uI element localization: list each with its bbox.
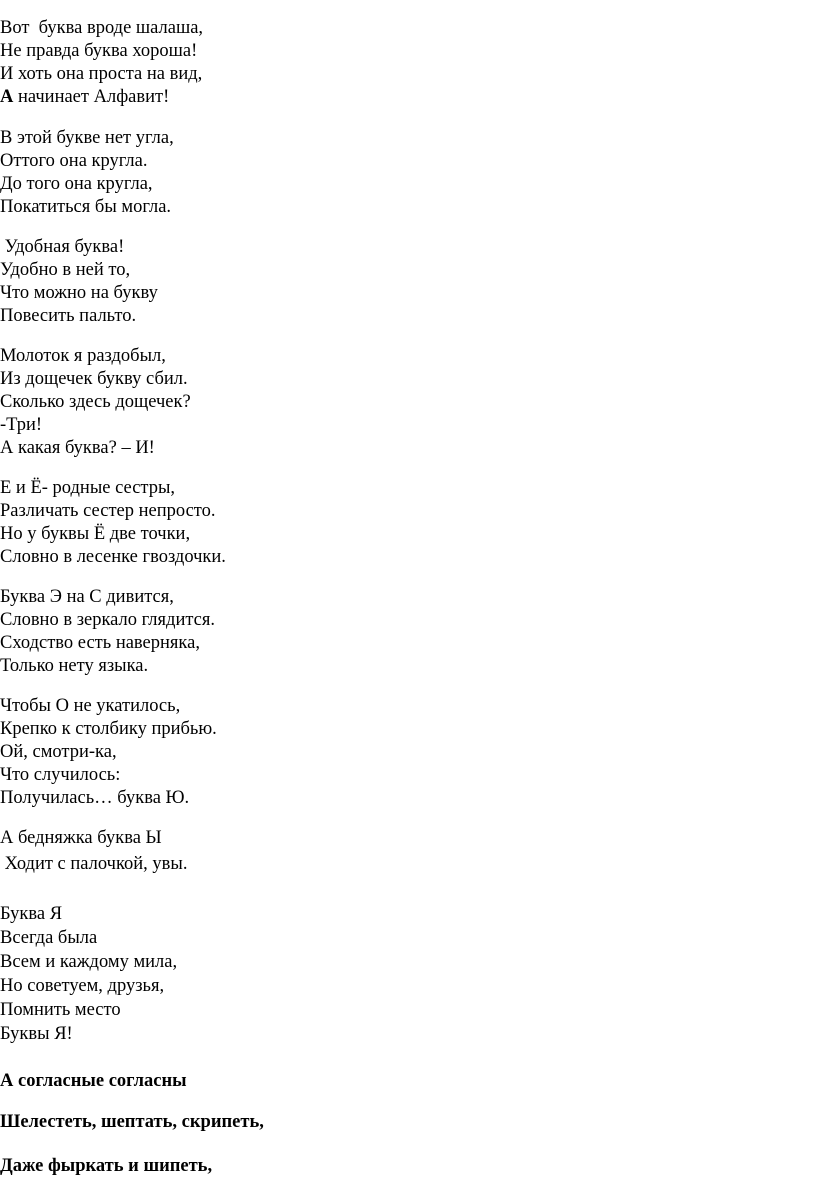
poem-line: И хоть она проста на вид, (0, 64, 203, 84)
poem-line: Из дощечек букву сбил. (0, 369, 188, 389)
poem-line: Молоток я раздобыл, (0, 346, 166, 366)
poem-line: Только нету языка. (0, 656, 149, 676)
poem-line (0, 86, 169, 108)
poem-line: Оттого она кругла. (0, 151, 148, 171)
poem-line: Крепко к столбику прибью. (0, 719, 217, 739)
poem-line: Буква Э на С дивится, (0, 587, 174, 607)
poem-line: Ходит с палочкой, увы. (0, 854, 188, 874)
poem-line: Буква Я (0, 904, 63, 924)
poem-line: Ой, смотри-ка, (0, 742, 117, 762)
poem-line: -Три! (0, 415, 43, 435)
poem-line: Е и Ё- родные сестры, (0, 478, 176, 498)
poem-line: А бедняжка буква Ы (0, 828, 162, 848)
poem-line: Различать сестер непросто. (0, 501, 216, 521)
poem-line: Повесить пальто. (0, 306, 137, 326)
poem-line: Всегда была (0, 928, 98, 948)
poem-line: Помнить место (0, 1000, 121, 1020)
poem-line: В этой букве нет угла, (0, 128, 174, 148)
poem-line: Чтобы О не укатилось, (0, 696, 181, 716)
poem-line: Что случилось: (0, 765, 121, 785)
poem-line: Удобно в ней то, (0, 260, 131, 280)
poem-line: Словно в лесенке гвоздочки. (0, 547, 226, 567)
bold-poem-line: Даже фыркать и шипеть, (0, 1156, 213, 1176)
poem-line: Сходство есть наверняка, (0, 633, 200, 653)
poem-line: Сколько здесь дощечек? (0, 392, 191, 412)
poem-line: Вот буква вроде шалаша, (0, 18, 204, 38)
bold-letter: А (0, 87, 14, 107)
poem-line: Но у буквы Ё две точки, (0, 524, 191, 544)
poem-line: До того она кругла, (0, 174, 153, 194)
poem-line: Всем и каждому мила, (0, 952, 178, 972)
poem-line: Буквы Я! (0, 1024, 73, 1044)
bold-poem-line: Шелестеть, шептать, скрипеть, (0, 1112, 264, 1132)
poem-line: Получилась… буква Ю. (0, 788, 190, 808)
poem-line: А какая буква? – И! (0, 438, 155, 458)
poem-line-text: начинает Алфавит! (13, 87, 170, 107)
poem-line: Удобная буква! (0, 237, 125, 257)
bold-poem-line: А согласные согласны (0, 1071, 187, 1091)
poem-line: Не правда буква хороша! (0, 41, 198, 61)
poem-line: Словно в зеркало глядится. (0, 610, 216, 630)
poem-line: Что можно на букву (0, 283, 158, 303)
poem-line: Но советуем, друзья, (0, 976, 165, 996)
poem-line: Покатиться бы могла. (0, 197, 172, 217)
